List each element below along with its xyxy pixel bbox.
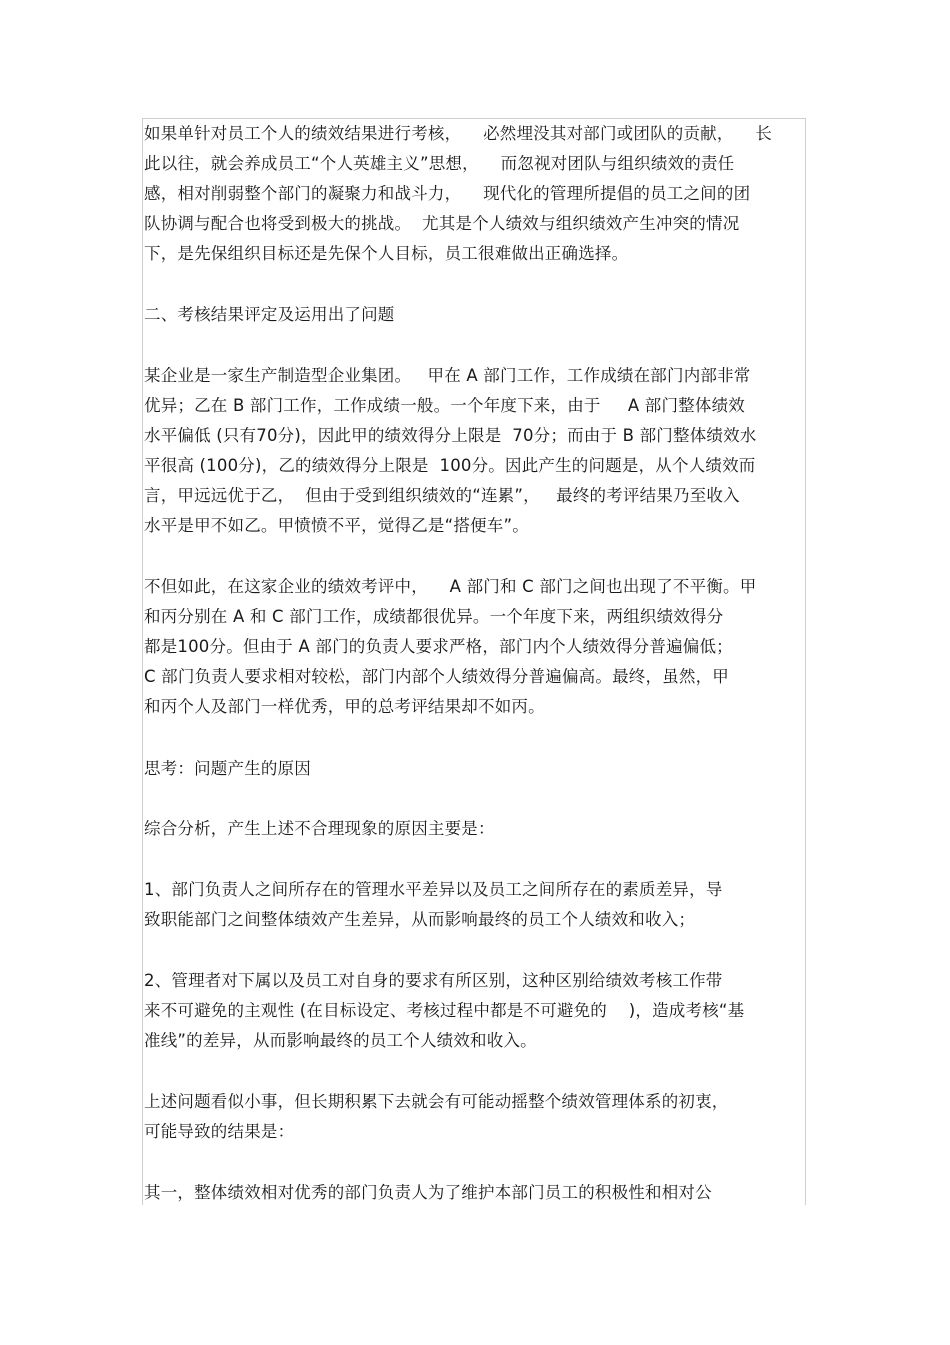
text-line: C 部门负责人要求相对较松，部门内部个人绩效得分普遍偏高。最终，虽然，甲 bbox=[144, 667, 729, 686]
text-line: 可能导致的结果是： bbox=[144, 1122, 295, 1141]
text-line: 和丙个人及部门一样优秀，甲的总考评结果却不如丙。 bbox=[144, 697, 545, 716]
text-line: 上述问题看似小事，但长期积累下去就会有可能动摇整个绩效管理体系的初衷， bbox=[144, 1092, 729, 1111]
text-line: 下，是先保组织目标还是先保个人目标，员工很难做出正确选择。 bbox=[144, 244, 629, 263]
text-line: 此以往，就会养成员工“个人英雄主义”思想， 而忽视对团队与组织绩效的责任 bbox=[144, 154, 735, 173]
text-line: 致职能部门之间整体绩效产生差异，从而影响最终的员工个人绩效和收入； bbox=[144, 910, 696, 929]
text-line: 不但如此，在这家企业的绩效考评中， A 部门和 C 部门之间也出现了不平衡。甲 bbox=[144, 577, 757, 596]
text-line: 水平是甲不如乙。甲愤愤不平，觉得乙是“搭便车”。 bbox=[144, 516, 529, 535]
text-line: 水平偏低 (只有70分)，因此甲的绩效得分上限是 70分；而由于 B 部门整体绩效水 bbox=[144, 426, 757, 445]
text-line: 某企业是一家生产制造型企业集团。 甲在 A 部门工作，工作成绩在部门内部非常 bbox=[144, 366, 751, 385]
section-heading: 二、考核结果评定及运用出了问题 bbox=[144, 305, 395, 324]
text-line: 1、部门负责人之间所存在的管理水平差异以及员工之间所存在的素质差异，导 bbox=[144, 880, 723, 899]
text-line: 如果单针对员工个人的绩效结果进行考核， 必然埋没其对部门或团队的贡献， 长 bbox=[144, 124, 773, 143]
text-line: 队协调与配合也将受到极大的挑战。 尤其是个人绩效与组织绩效产生冲突的情况 bbox=[144, 214, 740, 233]
text-line: 来不可避免的主观性 (在目标设定、考核过程中都是不可避免的 )，造成考核“基 bbox=[144, 1001, 745, 1020]
text-line: 言，甲远远优于乙， 但由于受到组织绩效的“连累”， 最终的考评结果乃至收入 bbox=[144, 486, 740, 505]
text-line: 和丙分别在 A 和 C 部门工作，成绩都很优异。一个年度下来，两组织绩效得分 bbox=[144, 607, 724, 626]
text-line: 平很高 (100分)，乙的绩效得分上限是 100分。因此产生的问题是，从个人绩效而 bbox=[144, 456, 756, 475]
text-line: 感，相对削弱整个部门的凝聚力和战斗力， 现代化的管理所提倡的员工之间的团 bbox=[144, 184, 751, 203]
text-line: 综合分析，产生上述不合理现象的原因主要是： bbox=[144, 819, 495, 838]
section-heading: 思考：问题产生的原因 bbox=[144, 759, 311, 778]
text-line: 其一，整体绩效相对优秀的部门负责人为了维护本部门员工的积极性和相对公 bbox=[144, 1183, 712, 1202]
text-line: 2、管理者对下属以及员工对自身的要求有所区别，这种区别给绩效考核工作带 bbox=[144, 971, 723, 990]
text-line: 准线”的差异，从而影响最终的员工个人绩效和收入。 bbox=[144, 1031, 537, 1050]
text-line: 优异；乙在 B 部门工作，工作成绩一般。一个年度下来，由于 A 部门整体绩效 bbox=[144, 396, 745, 415]
text-line: 都是100分。但由于 A 部门的负责人要求严格，部门内个人绩效得分普遍偏低； bbox=[144, 637, 733, 656]
